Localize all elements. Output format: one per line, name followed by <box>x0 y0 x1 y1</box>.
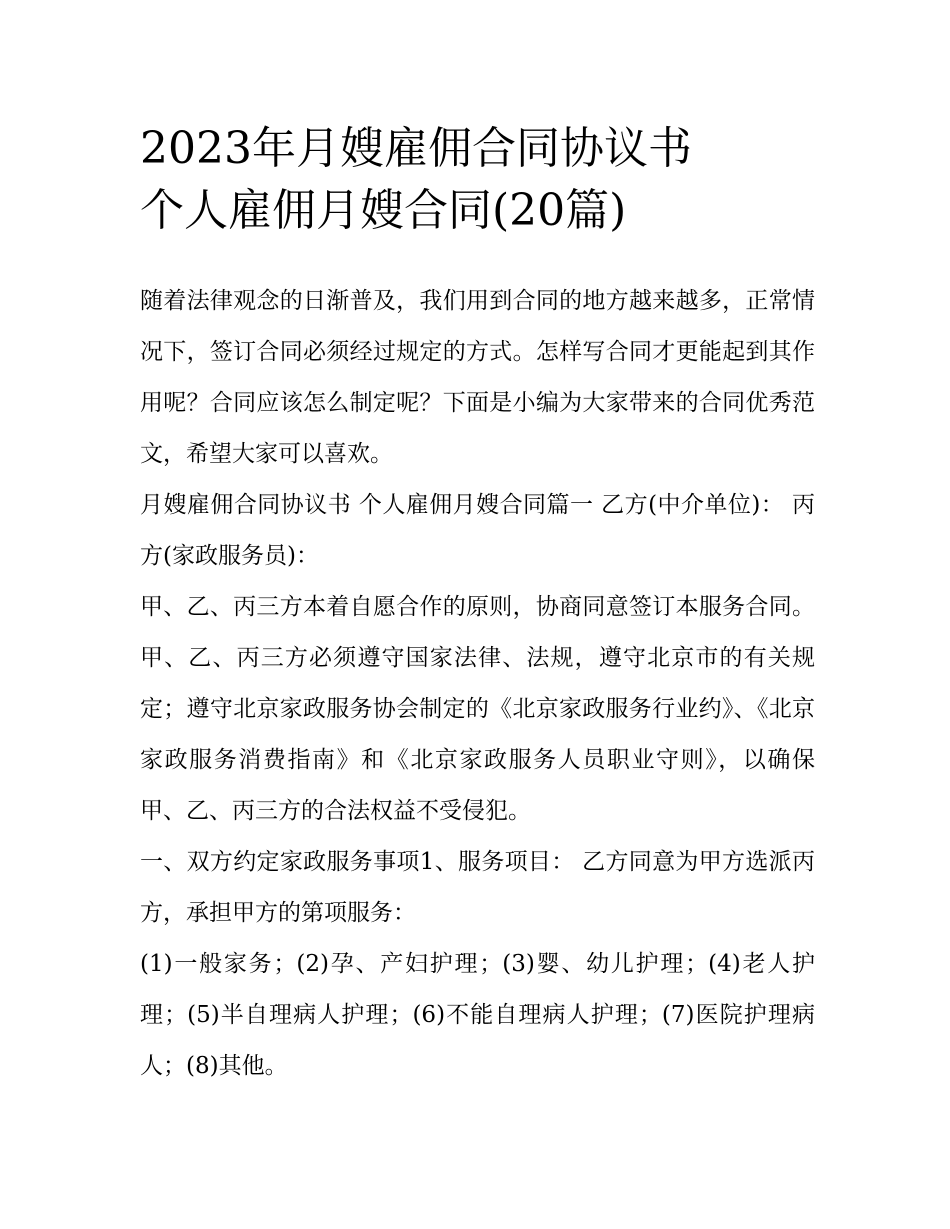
paragraph-service-list: (1)一般家务；(2)孕、产妇护理；(3)婴、幼儿护理；(4)老人护理；(5)半自理病人护理；(6)不能自理病人护理；(7)医院护理病人；(8)其他。 <box>140 951 815 1079</box>
document-title <box>140 118 830 242</box>
title-line-2: 个人雇佣月嫂合同(20篇) <box>140 185 627 236</box>
paragraph-principles: 甲、乙、丙三方本着自愿合作的原则，协商同意签订本服务合同。甲、乙、丙三方必须遵守国家法律、法规，遵守北京市的有关规定；遵守北京家政服务协会制定的《北京家政服务行业约》、《北京家政服务消费指南》和《北京家政服务人员职业守则》，以确保甲、乙、丙三方的合法权益不受侵犯。 <box>140 594 815 824</box>
document-body <box>140 276 815 1092</box>
title-line-1: 2023年月嫂雇佣合同协议书 <box>140 123 692 174</box>
paragraph-parties: 月嫂雇佣合同协议书 个人雇佣月嫂合同篇一 乙方(中介单位)： 丙方(家政服务员)： <box>140 492 815 569</box>
paragraph-intro: 随着法律观念的日渐普及，我们用到合同的地方越来越多，正常情况下，签订合同必须经过规定的方式。怎样写合同才更能起到其作用呢？合同应该怎么制定呢？下面是小编为大家带来的合同优秀范文，希望大家可以喜欢。 <box>140 288 815 467</box>
paragraph-service-items: 一、双方约定家政服务事项1、服务项目： 乙方同意为甲方选派丙方，承担甲方的第项服务： <box>140 849 815 926</box>
